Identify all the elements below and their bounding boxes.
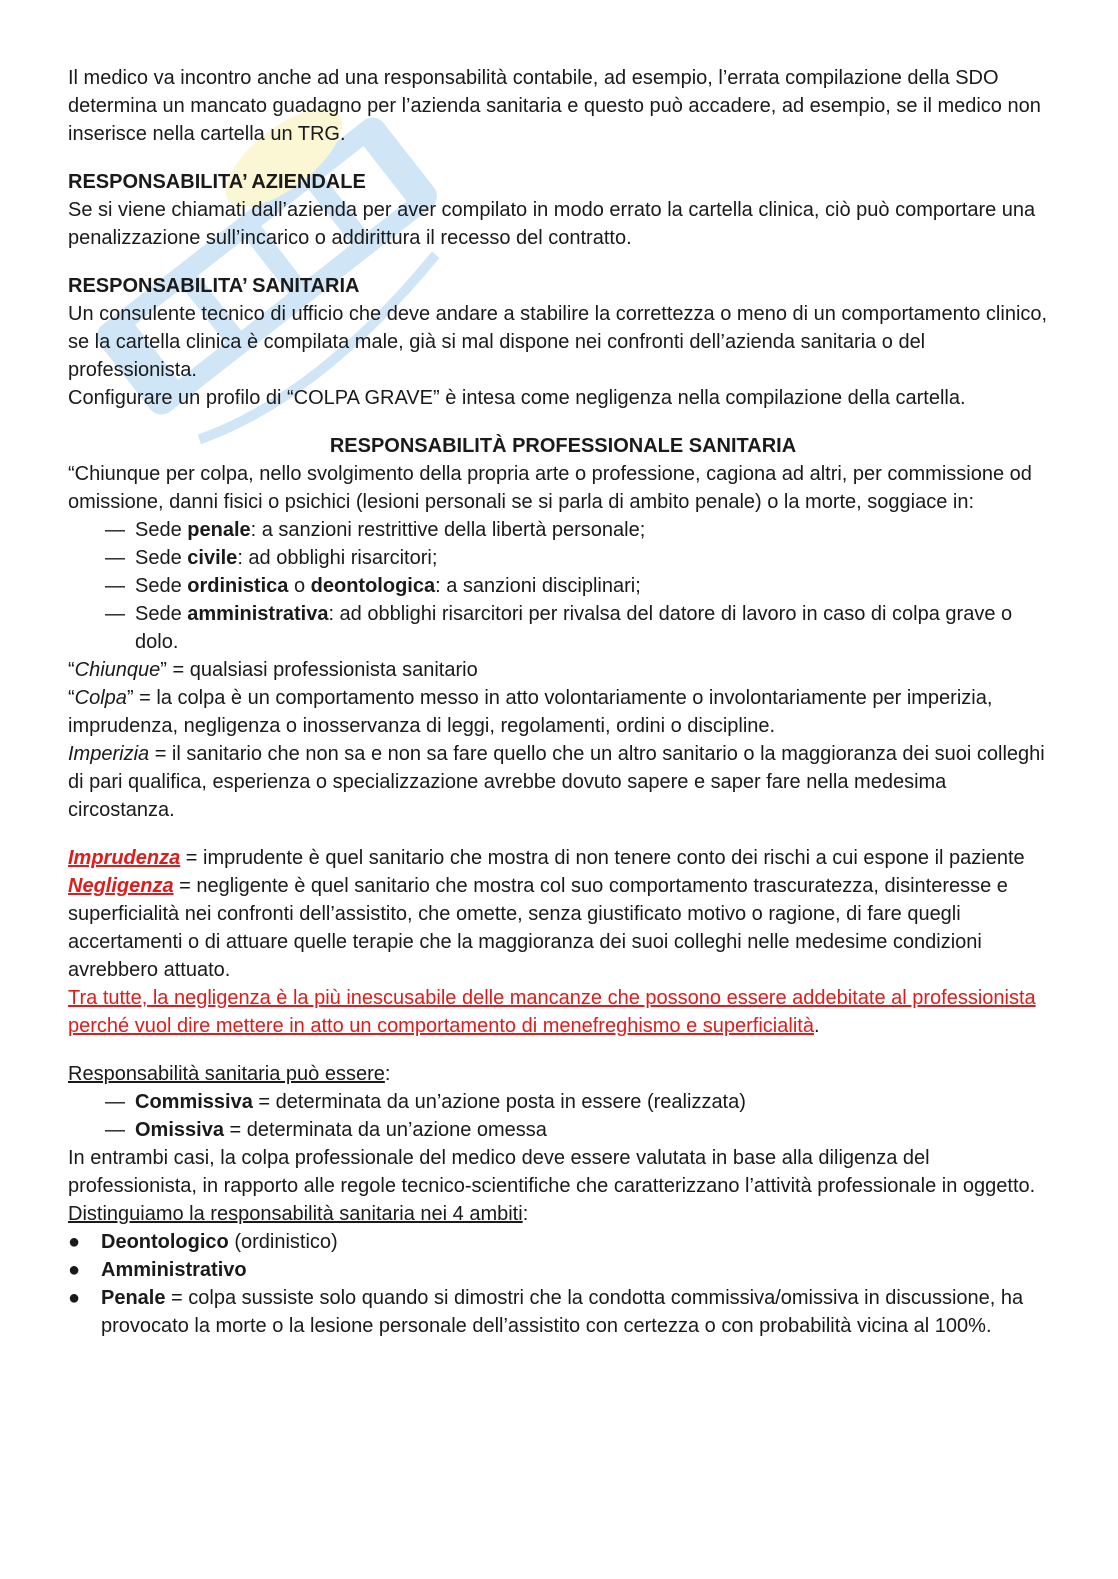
bullet-marker: ● bbox=[68, 1259, 81, 1281]
heading-professionale: RESPONSABILITÀ PROFESSIONALE SANITARIA bbox=[329, 435, 797, 457]
dash-marker: — bbox=[105, 575, 125, 597]
sanitaria-text-1: Un consulente tecnico di ufficio che deve andare a stabilire la correttezza o meno di un comportamento clinico, se la cartella clinica è compilata male, già si mal dispone nei confronti dell’azienda sanitaria o del professionista. bbox=[68, 303, 1048, 381]
tipi-text: In entrambi casi, la colpa professionale del medico deve essere valutata in base alla diligenza del professionista, in rapporto alle regole tecnico-scientifiche che caratterizzano l’attività professionale in oggetto. bbox=[68, 1147, 1036, 1197]
tipi-label: Responsabilità sanitaria può essere: bbox=[68, 1063, 391, 1085]
sede-item: — Sede civile: ad obblighi risarcitori; bbox=[68, 544, 1058, 572]
ambito-item: ● Penale = colpa sussiste solo quando si dimostri che la condotta commissiva/omissiva in discussione, ha provocato la morte o la lesione personale dell’assistito con certezza o con probabilità vicina al 100%. bbox=[68, 1284, 1058, 1340]
dash-marker: — bbox=[105, 1119, 125, 1141]
negligenza-highlight: Tra tutte, la negligenza è la più inescusabile delle mancanze che possono essere addebitate al professionista perché vuol dire mettere in atto un comportamento di menefreghismo e superficialità. bbox=[68, 987, 1036, 1037]
heading-aziendale: RESPONSABILITA’ AZIENDALE bbox=[68, 171, 366, 193]
sanitaria-text-2: Configurare un profilo di “COLPA GRAVE” è intesa come negligenza nella compilazione della cartella. bbox=[68, 387, 966, 409]
sede-item: — Sede penale: a sanzioni restrittive della libertà personale; bbox=[68, 516, 1058, 544]
heading-sanitaria: RESPONSABILITA’ SANITARIA bbox=[68, 275, 360, 297]
definition-imprudenza: Imprudenza = imprudente è quel sanitario che mostra di non tenere conto dei rischi a cui espone il paziente bbox=[68, 847, 1025, 869]
aziendale-text: Se si viene chiamati dall’azienda per aver compilato in modo errato la cartella clinica, ciò può comportare una penalizzazione sull’incarico o addirittura il recesso del contratto. bbox=[68, 199, 1036, 249]
intro-paragraph: Il medico va incontro anche ad una responsabilità contabile, ad esempio, l’errata compilazione della SDO determina un mancato guadagno per l’azienda sanitaria e questo può accadere, ad esempio, se il medico non inserisce nella cartella un TRG. bbox=[68, 67, 1041, 145]
tipo-item: — Commissiva = determinata da un’azione posta in essere (realizzata) bbox=[68, 1088, 1058, 1116]
definition-colpa: “Colpa” = la colpa è un comportamento messo in atto volontariamente o involontariamente per imperizia, imprudenza, negligenza o inosservanza di leggi, regolamenti, ordini o discipline. bbox=[68, 687, 993, 737]
sede-item: — Sede amministrativa: ad obblighi risarcitori per rivalsa del datore di lavoro in caso di colpa grave o dolo. bbox=[68, 600, 1058, 656]
bullet-marker: ● bbox=[68, 1231, 81, 1253]
tipo-item: — Omissiva = determinata da un’azione omessa bbox=[68, 1116, 1058, 1144]
document-page bbox=[68, 64, 1058, 1340]
dash-marker: — bbox=[105, 603, 125, 625]
professionale-quote: “Chiunque per colpa, nello svolgimento della propria arte o professione, cagiona ad altri, per commissione od omissione, danni fisici o psichici (lesioni personali se si parla di ambito penale) o la morte, soggiace in: bbox=[68, 463, 1032, 513]
definition-imperizia: Imperizia = il sanitario che non sa e non sa fare quello che un altro sanitario o la maggioranza dei suoi colleghi di pari qualifica, esperienza o specializzazione avrebbe dovuto sapere e saper fare nella medesima circostanza. bbox=[68, 743, 1045, 821]
ambito-item: ● Deontologico (ordinistico) bbox=[68, 1228, 1058, 1256]
sede-item: — Sede ordinistica o deontologica: a sanzioni disciplinari; bbox=[68, 572, 1058, 600]
dash-marker: — bbox=[105, 547, 125, 569]
definition-negligenza: Negligenza = negligente è quel sanitario che mostra col suo comportamento trascuratezza, disinteresse e superficialità nei confronti dell’assistito, che omette, senza giustificato motivo o ragione, di fare quegli accertamenti o di attuare quelle terapie che la maggioranza dei suoi colleghi nelle medesime condizioni avrebbero attuato. bbox=[68, 875, 1008, 981]
dash-marker: — bbox=[105, 1091, 125, 1113]
ambito-item: ● Amministrativo bbox=[68, 1256, 1058, 1284]
bullet-marker: ● bbox=[68, 1287, 81, 1309]
definition-chiunque: “Chiunque” = qualsiasi professionista sanitario bbox=[68, 659, 478, 681]
ambiti-label: Distinguiamo la responsabilità sanitaria nei 4 ambiti: bbox=[68, 1203, 529, 1225]
dash-marker: — bbox=[105, 519, 125, 541]
